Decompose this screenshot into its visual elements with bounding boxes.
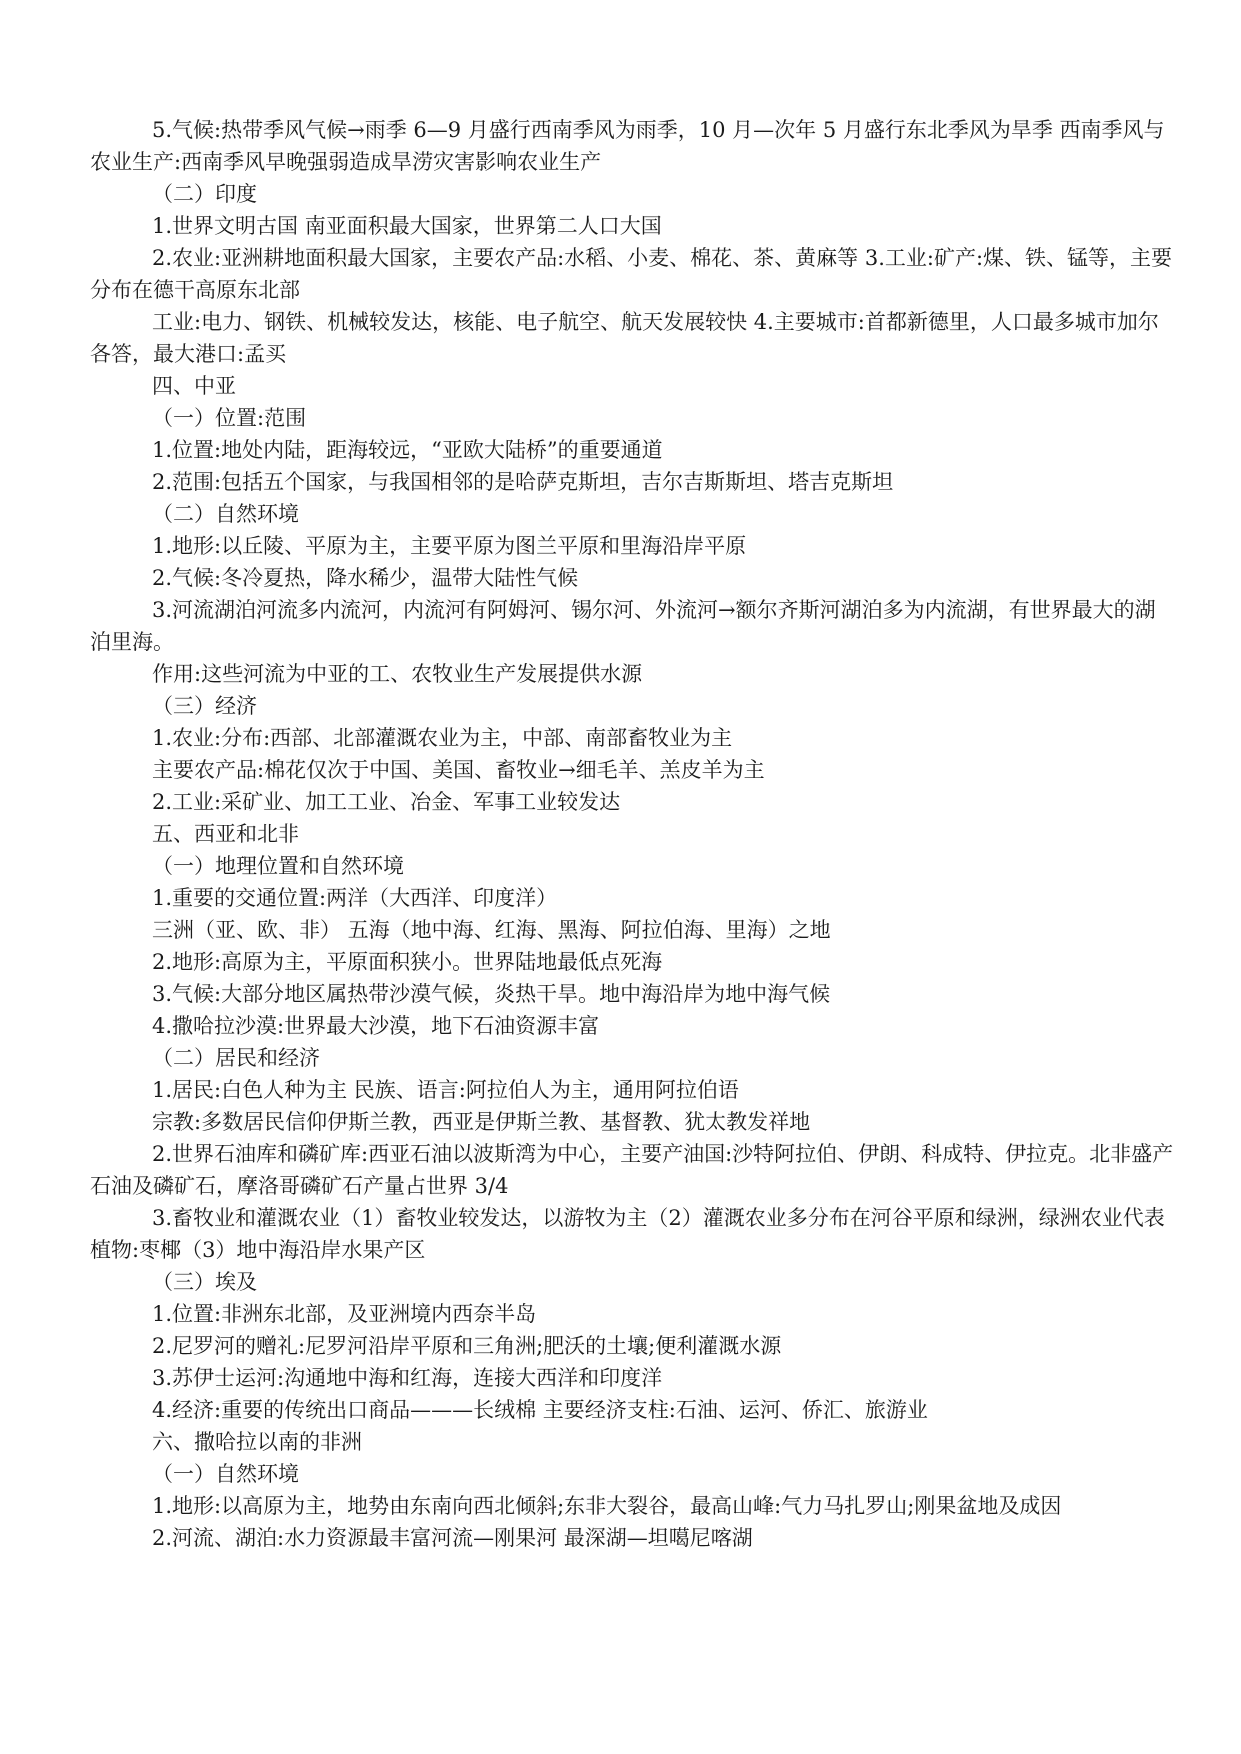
heading-geography-environment: （一）地理位置和自然环境 <box>152 854 404 878</box>
heading-economy: （三）经济 <box>152 694 257 718</box>
paragraph-location: 1.位置:地处内陆，距海较远，“亚欧大陆桥”的重要通道 <box>152 438 663 462</box>
heading-india: （二）印度 <box>152 182 257 206</box>
heading-natural-environment: （二）自然环境 <box>152 502 299 526</box>
paragraph-india-industry: 工业:电力、钢铁、机械较发达，核能、电子航空、航天发展较快 4.主要城市:首都新德里，人口最多城市加尔各答，最大港口:孟买 <box>90 310 1159 366</box>
paragraph-africa-rivers-lakes: 2.河流、湖泊:水力资源最丰富河流—刚果河 最深湖—坦噶尼喀湖 <box>152 1526 753 1550</box>
paragraph-suez-canal: 3.苏伊士运河:沟通地中海和红海，连接大西洋和印度洋 <box>152 1366 663 1390</box>
paragraph-rivers-lakes: 3.河流湖泊河流多内流河，内流河有阿姆河、锡尔河、外流河→额尔齐斯河湖泊多为内流湖，有世界最大的湖泊里海。 <box>90 598 1156 654</box>
heading-sub-saharan-africa: 六、撒哈拉以南的非洲 <box>152 1430 362 1454</box>
heading-central-asia: 四、中亚 <box>152 374 236 398</box>
paragraph-residents: 1.居民:白色人种为主 民族、语言:阿拉伯人为主，通用阿拉伯语 <box>152 1078 739 1102</box>
paragraph-climate: 5.气候:热带季风气候→雨季 6—9 月盛行西南季风为雨季，10 月—次年 5 月盛行东北季风为旱季 西南季风与农业生产:西南季风早晚强弱造成旱涝灾害影响农业生产 <box>90 118 1165 174</box>
paragraph-terrain: 1.地形:以丘陵、平原为主，主要平原为图兰平原和里海沿岸平原 <box>152 534 747 558</box>
paragraph-transport-location: 1.重要的交通位置:两洋（大西洋、印度洋） <box>152 886 558 910</box>
heading-natural-environment-africa: （一）自然环境 <box>152 1462 299 1486</box>
paragraph-india-civilization: 1.世界文明古国 南亚面积最大国家，世界第二人口大国 <box>152 214 662 238</box>
paragraph-main-products: 主要农产品:棉花仅次于中国、美国、畜牧业→细毛羊、羔皮羊为主 <box>152 758 765 782</box>
paragraph-oil-phosphate: 2.世界石油库和磷矿库:西亚石油以波斯湾为中心，主要产油国:沙特阿拉伯、伊朗、科成特、伊拉克。北非盛产石油及磷矿石，摩洛哥磷矿石产量占世界 3/4 <box>90 1142 1174 1198</box>
paragraph-terrain-west-asia: 2.地形:高原为主，平原面积狭小。世界陆地最低点死海 <box>152 950 663 974</box>
document-page <box>90 114 1175 1554</box>
paragraph-religion: 宗教:多数居民信仰伊斯兰教，西亚是伊斯兰教、基督教、犹太教发祥地 <box>152 1110 811 1134</box>
paragraph-climate-central-asia: 2.气候:冬冷夏热，降水稀少，温带大陆性气候 <box>152 566 579 590</box>
heading-location-range: （一）位置:范围 <box>152 406 307 430</box>
paragraph-nile-gift: 2.尼罗河的赠礼:尼罗河沿岸平原和三角洲;肥沃的土壤;便利灌溉水源 <box>152 1334 782 1358</box>
heading-egypt: （三）埃及 <box>152 1270 257 1294</box>
paragraph-sahara: 4.撒哈拉沙漠:世界最大沙漠，地下石油资源丰富 <box>152 1014 600 1038</box>
paragraph-egypt-location: 1.位置:非洲东北部，及亚洲境内西奈半岛 <box>152 1302 537 1326</box>
paragraph-livestock-irrigation: 3.畜牧业和灌溉农业（1）畜牧业较发达，以游牧为主（2）灌溉农业多分布在河谷平原和绿洲，绿洲农业代表植物:枣椰（3）地中海沿岸水果产区 <box>90 1206 1165 1262</box>
paragraph-africa-terrain: 1.地形:以高原为主，地势由东南向西北倾斜;东非大裂谷，最高山峰:气力马扎罗山;刚果盆地及成因 <box>152 1494 1062 1518</box>
paragraph-india-agriculture: 2.农业:亚洲耕地面积最大国家，主要农产品:水稻、小麦、棉花、茶、黄麻等 3.工业:矿产:煤、铁、锰等，主要分布在德干高原东北部 <box>90 246 1173 302</box>
paragraph-agriculture-distribution: 1.农业:分布:西部、北部灌溉农业为主，中部、南部畜牧业为主 <box>152 726 733 750</box>
heading-residents-economy: （二）居民和经济 <box>152 1046 320 1070</box>
paragraph-three-continents-five-seas: 三洲（亚、欧、非） 五海（地中海、红海、黑海、阿拉伯海、里海）之地 <box>152 918 831 942</box>
paragraph-range: 2.范围:包括五个国家，与我国相邻的是哈萨克斯坦，吉尔吉斯斯坦、塔吉克斯坦 <box>152 470 894 494</box>
paragraph-river-function: 作用:这些河流为中亚的工、农牧业生产发展提供水源 <box>152 662 643 686</box>
paragraph-climate-west-asia: 3.气候:大部分地区属热带沙漠气候，炎热干旱。地中海沿岸为地中海气候 <box>152 982 831 1006</box>
paragraph-industry-central-asia: 2.工业:采矿业、加工工业、冶金、军事工业较发达 <box>152 790 621 814</box>
heading-west-asia-north-africa: 五、西亚和北非 <box>152 822 299 846</box>
paragraph-egypt-economy: 4.经济:重要的传统出口商品———长绒棉 主要经济支柱:石油、运河、侨汇、旅游业 <box>152 1398 928 1422</box>
